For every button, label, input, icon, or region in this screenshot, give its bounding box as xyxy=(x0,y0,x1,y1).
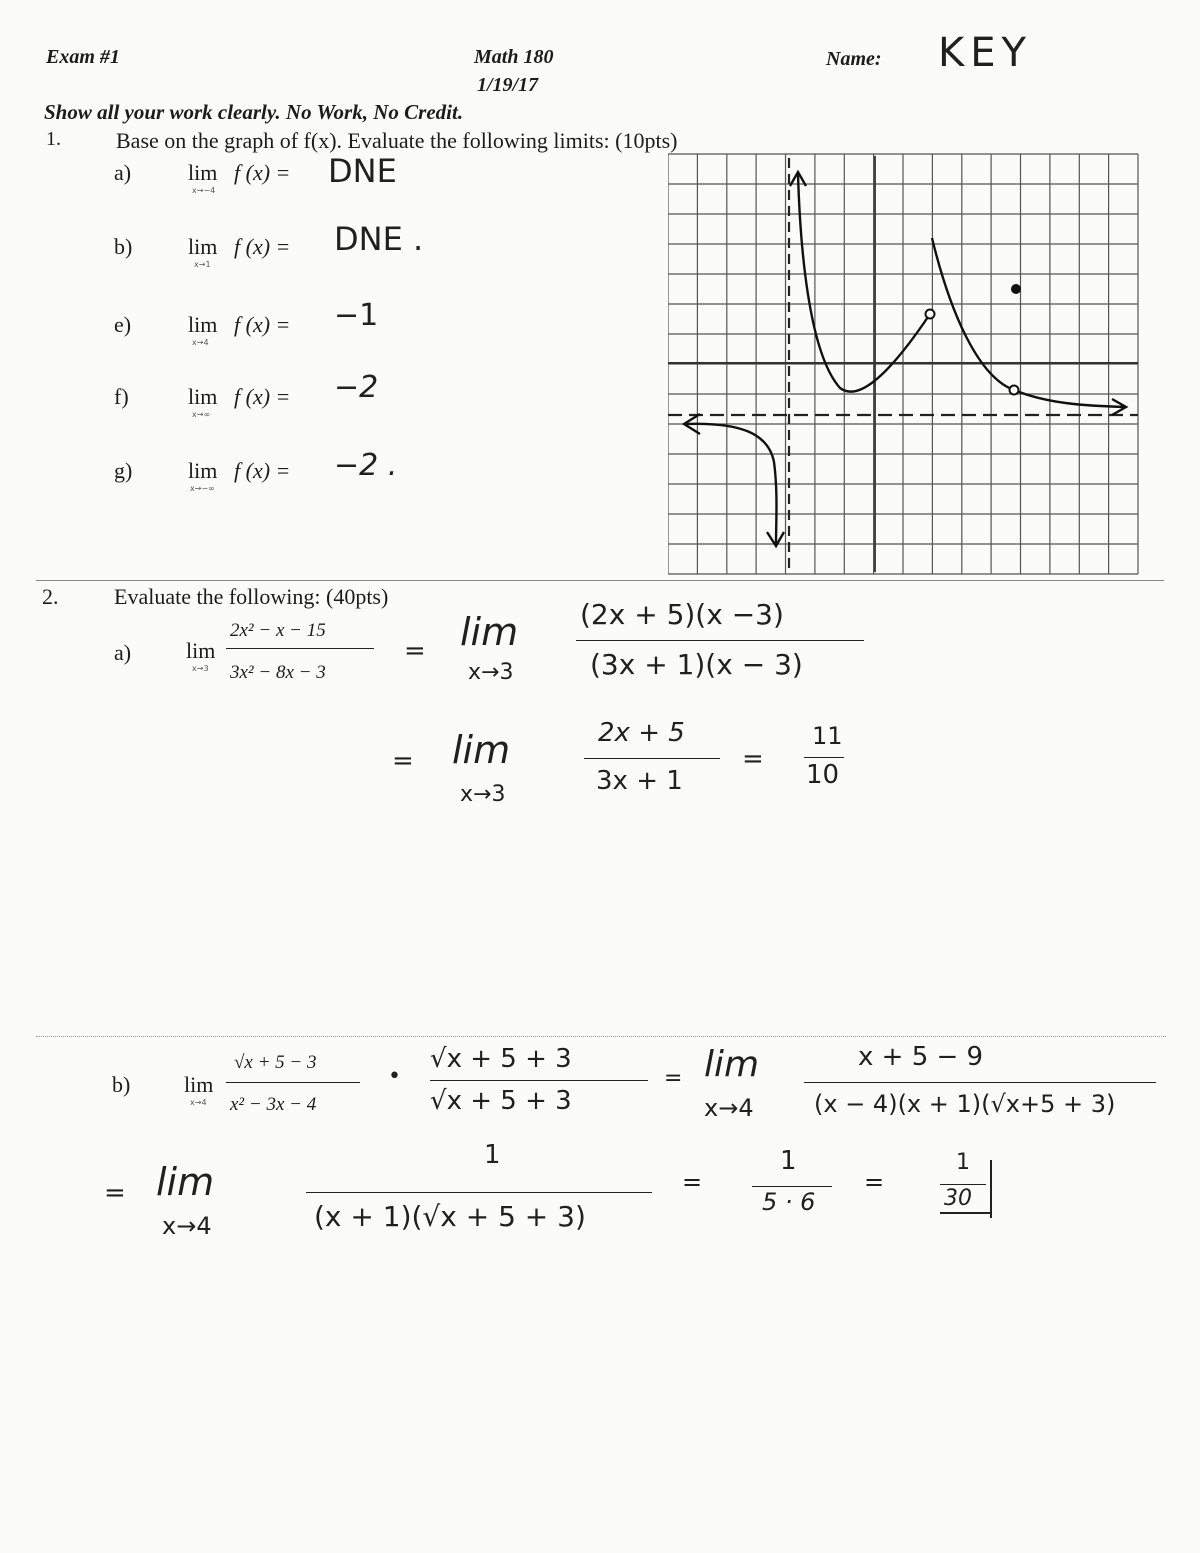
answer: −1 xyxy=(334,298,379,333)
q2b-conjugate-numerator: √x + 5 + 3 xyxy=(430,1044,572,1074)
q2b-multiply-dot: • xyxy=(388,1064,401,1089)
name-value: KEY xyxy=(938,30,1032,76)
divider-q1-q2 xyxy=(36,580,1164,581)
answer-box-underline xyxy=(940,1212,992,1214)
lim-subscript: x→−4 xyxy=(192,186,216,195)
course-name: Math 180 xyxy=(474,46,554,68)
q2a-step3-equals: = xyxy=(742,744,764,774)
answer: −2 xyxy=(334,370,379,405)
answer: DNE . xyxy=(334,220,424,258)
part-label: a) xyxy=(114,160,132,185)
q2b-result2-denominator: (x + 1)(√x + 5 + 3) xyxy=(314,1200,586,1233)
answer: DNE xyxy=(328,152,397,190)
q2b-lim: lim xyxy=(184,1072,214,1097)
q2a-lim: lim xyxy=(186,638,216,663)
q2b-result1-numerator: x + 5 − 9 xyxy=(858,1042,984,1072)
q1-number: 1. xyxy=(46,128,61,150)
lim-word: lim xyxy=(188,384,218,409)
part-label: g) xyxy=(114,458,133,483)
function-graph xyxy=(668,152,1140,576)
q2b-lim-subscript: x→4 xyxy=(190,1098,207,1107)
closed-point-icon xyxy=(1011,284,1021,294)
q2a-answer-denominator: 10 xyxy=(806,760,840,790)
open-point-icon xyxy=(926,310,935,319)
instructions: Show all your work clearly. No Work, No Credit. xyxy=(44,100,464,124)
function-expression: f (x) = xyxy=(234,312,291,337)
q2b-result3-numerator: 1 xyxy=(780,1146,797,1176)
q2b-equals-4: = xyxy=(864,1168,885,1196)
lim-subscript: x→1 xyxy=(194,260,211,269)
function-expression: f (x) = xyxy=(234,160,291,185)
q2a-step1-numerator: (2x + 5)(x −3) xyxy=(580,598,784,631)
q2b-denominator: x² − 3x − 4 xyxy=(230,1094,317,1115)
lim-word: lim xyxy=(188,458,218,483)
q2a-step1-equals: = xyxy=(404,636,426,666)
divider-q2a-q2b xyxy=(36,1036,1166,1037)
q2b-equals-3: = xyxy=(682,1168,703,1196)
function-expression: f (x) = xyxy=(234,234,291,259)
right-branch-curve xyxy=(932,238,1126,407)
q2b-lim-1: lim xyxy=(704,1044,760,1085)
q2b-lim-2: lim xyxy=(156,1160,215,1204)
q2b-label: b) xyxy=(112,1072,131,1097)
lim-word: lim xyxy=(188,234,218,259)
answer: −2 . xyxy=(334,448,398,483)
function-expression: f (x) = xyxy=(234,458,291,483)
q2a-step2-fraction-bar xyxy=(584,758,720,759)
q2b-numerator: √x + 5 − 3 xyxy=(234,1052,317,1073)
q2-prompt: Evaluate the following: (40pts) xyxy=(114,584,389,609)
q2a-lim-subscript: x→3 xyxy=(192,664,209,673)
name-label: Name: xyxy=(826,48,882,70)
exam-title: Exam #1 xyxy=(46,46,120,68)
q2a-step1-denominator: (3x + 1)(x − 3) xyxy=(590,648,803,681)
q2b-answer-numerator: 1 xyxy=(956,1150,970,1175)
q2b-equals-2: = xyxy=(104,1178,126,1208)
q2b-result3-denominator: 5 · 6 xyxy=(762,1188,816,1216)
lim-subscript: x→−∞ xyxy=(190,484,215,493)
exam-date: 1/19/17 xyxy=(477,74,539,96)
open-point-icon xyxy=(1010,386,1019,395)
q2a-step1-subscript: x→3 xyxy=(468,660,514,685)
part-label: f) xyxy=(114,384,129,409)
q2a-fraction-bar xyxy=(226,648,374,649)
q2a-answer-numerator: 11 xyxy=(812,722,843,750)
middle-branch-curve xyxy=(798,174,930,392)
q2b-conjugate-denominator: √x + 5 + 3 xyxy=(430,1086,572,1116)
q2a-numerator: 2x² − x − 15 xyxy=(230,620,326,641)
part-label: e) xyxy=(114,312,132,337)
q2b-answer-fraction-bar xyxy=(940,1184,986,1185)
q2a-label: a) xyxy=(114,640,132,665)
q2a-step2-equals: = xyxy=(392,746,414,776)
lim-subscript: x→4 xyxy=(192,338,209,347)
q2b-result2-fraction-bar xyxy=(306,1192,652,1193)
q2b-lim-2-subscript: x→4 xyxy=(162,1212,212,1240)
q2a-answer-fraction-bar xyxy=(804,757,844,758)
q2a-step2-numerator: 2x + 5 xyxy=(598,718,685,748)
q2a-step1-fraction-bar xyxy=(576,640,864,641)
lim-word: lim xyxy=(188,160,218,185)
answer-box-mark xyxy=(990,1160,992,1218)
lim-word: lim xyxy=(188,312,218,337)
q2b-result2-numerator: 1 xyxy=(484,1140,501,1170)
part-label: b) xyxy=(114,234,133,259)
q2a-denominator: 3x² − 8x − 3 xyxy=(230,662,326,683)
q2a-step2-lim: lim xyxy=(452,728,511,772)
q2-number: 2. xyxy=(42,584,59,609)
q2b-result3-fraction-bar xyxy=(752,1186,832,1187)
function-expression: f (x) = xyxy=(234,384,291,409)
q2a-step2-denominator: 3x + 1 xyxy=(596,766,683,796)
q2a-step2-subscript: x→3 xyxy=(460,782,506,807)
q2a-step1-lim: lim xyxy=(460,610,519,654)
lim-subscript: x→∞ xyxy=(192,410,211,419)
q2b-equals-1: = xyxy=(664,1066,683,1091)
q2b-result1-fraction-bar xyxy=(804,1082,1156,1083)
q2b-result1-denominator: (x − 4)(x + 1)(√x+5 + 3) xyxy=(814,1090,1116,1118)
q2b-conjugate-fraction-bar xyxy=(430,1080,648,1081)
q1-prompt: Base on the graph of f(x). Evaluate the following limits: (10pts) xyxy=(116,128,678,153)
q2b-fraction-bar xyxy=(226,1082,360,1083)
q2b-lim-1-subscript: x→4 xyxy=(704,1094,754,1122)
q2b-answer-denominator: 30 xyxy=(944,1186,972,1211)
